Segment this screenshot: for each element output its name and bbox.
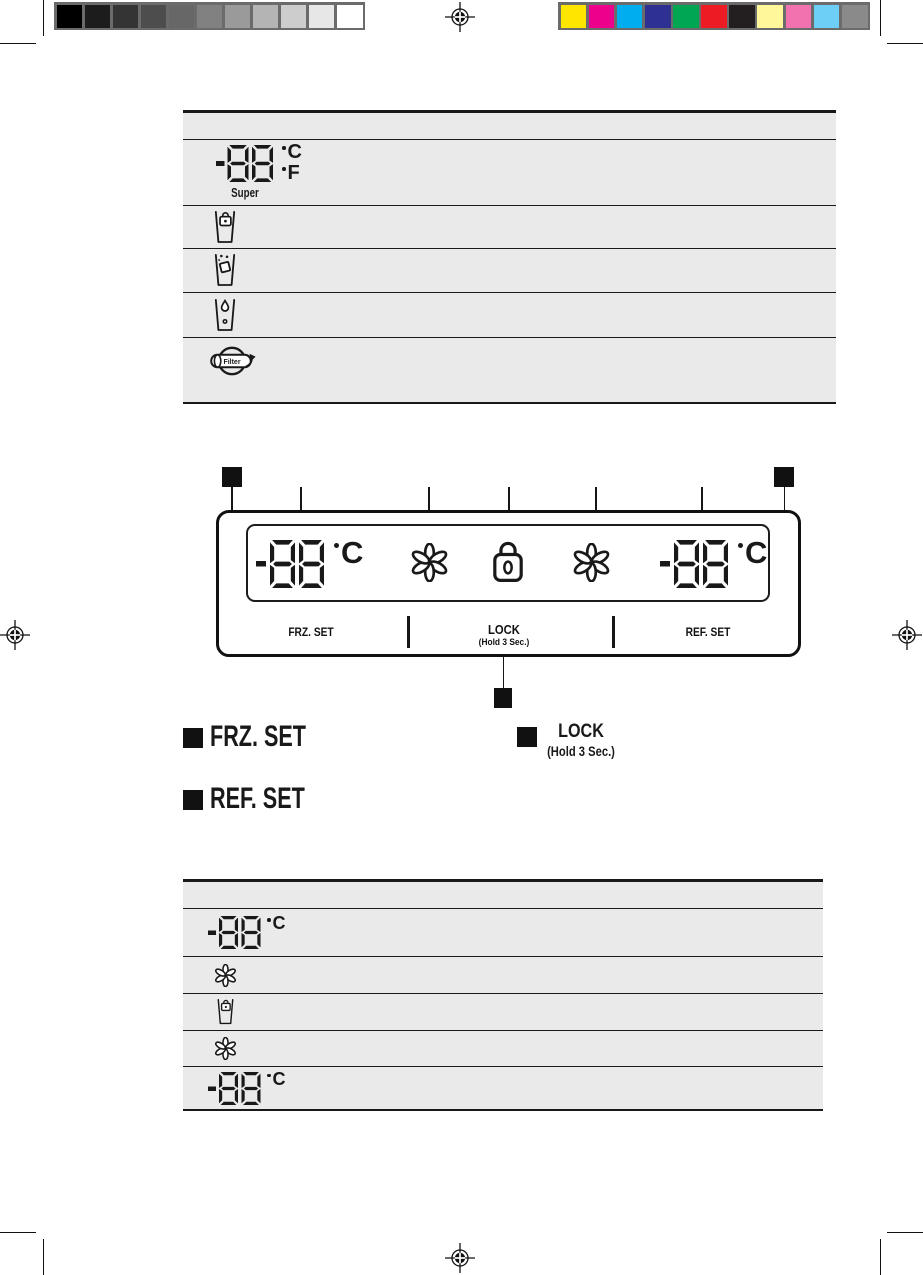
calibration-swatch [842, 5, 868, 28]
freezer-snowflake-icon [410, 543, 449, 582]
button-divider [612, 616, 615, 648]
registration-mark-icon [892, 620, 922, 650]
calibration-swatch [814, 5, 840, 28]
calibration-swatch [197, 5, 223, 28]
calibration-swatch [113, 5, 139, 28]
celsius-unit: C [341, 535, 364, 570]
calibration-swatch [85, 5, 111, 28]
calibration-swatch [561, 5, 587, 28]
table-row [183, 140, 836, 206]
seven-segment-digits [256, 540, 326, 588]
registration-mark-icon [445, 2, 475, 32]
degree-icon [267, 1074, 271, 1078]
calibration-swatch [225, 5, 251, 28]
callout-square [494, 688, 512, 708]
degree-icon [334, 543, 339, 548]
seven-segment-digits [216, 145, 274, 182]
crop-mark [0, 43, 36, 44]
calibration-swatch [786, 5, 812, 28]
super-label: Super [231, 185, 259, 200]
degree-icon [282, 167, 286, 171]
fridge-temp-display [660, 535, 768, 588]
calibration-swatch [337, 5, 363, 28]
crop-mark [43, 1239, 44, 1275]
water-filter-icon [210, 344, 256, 378]
button-divider [407, 616, 410, 648]
calibration-swatch [757, 5, 783, 28]
calibration-swatch [645, 5, 671, 28]
dispenser-lock-icon [213, 211, 237, 244]
seven-segment-digits [208, 916, 261, 949]
degree-icon [282, 146, 286, 150]
table-row [183, 249, 836, 293]
legend-square [517, 727, 537, 747]
color-calibration-bar [558, 2, 870, 30]
fridge-snowflake-icon [214, 1037, 237, 1060]
legend-square [183, 728, 203, 748]
crop-mark [887, 43, 923, 44]
table-row [183, 338, 836, 402]
indicator-table-top [183, 110, 836, 404]
crop-mark [880, 1239, 881, 1275]
freezer-temp-display [256, 535, 364, 588]
crop-mark [0, 1232, 36, 1233]
registration-mark-icon [445, 1243, 475, 1273]
celsius-unit: C [287, 141, 302, 163]
table-row [183, 293, 836, 338]
water-icon [213, 299, 237, 332]
callout-square [774, 467, 794, 487]
table-header-row [183, 882, 823, 909]
ref-set-button: REF. SET [685, 625, 731, 639]
fridge-temperature-display-icon [208, 1068, 286, 1105]
legend-frz-set: FRZ. SET [210, 720, 307, 753]
calibration-swatch [57, 5, 83, 28]
calibration-swatch [253, 5, 279, 28]
lock-hold-label: (Hold 3 Sec.) [478, 637, 530, 648]
legend-lock-label: LOCK [558, 721, 604, 742]
registration-mark-icon [0, 620, 30, 650]
callout-line [503, 655, 505, 688]
legend-ref-set: REF. SET [210, 782, 305, 815]
celsius-unit: C [745, 535, 768, 570]
legend-lock [536, 721, 626, 759]
filter-label: Filter [223, 358, 241, 366]
seven-segment-digits [208, 1072, 261, 1105]
crop-mark [887, 1232, 923, 1233]
grayscale-calibration-bar [54, 2, 365, 30]
fahrenheit-unit: F [287, 162, 300, 184]
freezer-snowflake-icon [214, 964, 237, 987]
temperature-display-icon [216, 141, 302, 200]
legend-square [183, 790, 203, 810]
calibration-swatch [729, 5, 755, 28]
celsius-unit: C [272, 913, 286, 933]
lock-button: LOCK [488, 623, 520, 637]
table-row [183, 206, 836, 249]
crop-mark [880, 0, 881, 36]
cubed-ice-icon [213, 254, 237, 287]
fridge-snowflake-icon [572, 543, 611, 582]
celsius-unit: C [272, 1068, 286, 1089]
calibration-swatch [169, 5, 195, 28]
crop-mark [43, 0, 44, 36]
calibration-swatch [281, 5, 307, 28]
callout-square [222, 467, 242, 487]
table-row [183, 994, 823, 1031]
calibration-swatch [309, 5, 335, 28]
dispenser-lock-icon [216, 999, 235, 1025]
freezer-temperature-display-icon [208, 913, 286, 949]
lock-icon [492, 541, 524, 583]
table-row [183, 1067, 823, 1109]
degree-icon [738, 543, 743, 548]
seven-segment-digits [660, 540, 730, 588]
calibration-swatch [701, 5, 727, 28]
legend-lock-hold-label: (Hold 3 Sec.) [547, 743, 615, 759]
table-row [183, 909, 823, 957]
indicator-table-bottom [183, 879, 823, 1111]
table-header-row [183, 113, 836, 140]
degree-icon [267, 918, 271, 922]
calibration-swatch [141, 5, 167, 28]
table-row [183, 957, 823, 994]
calibration-swatch [617, 5, 643, 28]
table-row [183, 1031, 823, 1067]
frz-set-button: FRZ. SET [288, 625, 334, 639]
calibration-swatch [589, 5, 615, 28]
calibration-swatch [673, 5, 699, 28]
